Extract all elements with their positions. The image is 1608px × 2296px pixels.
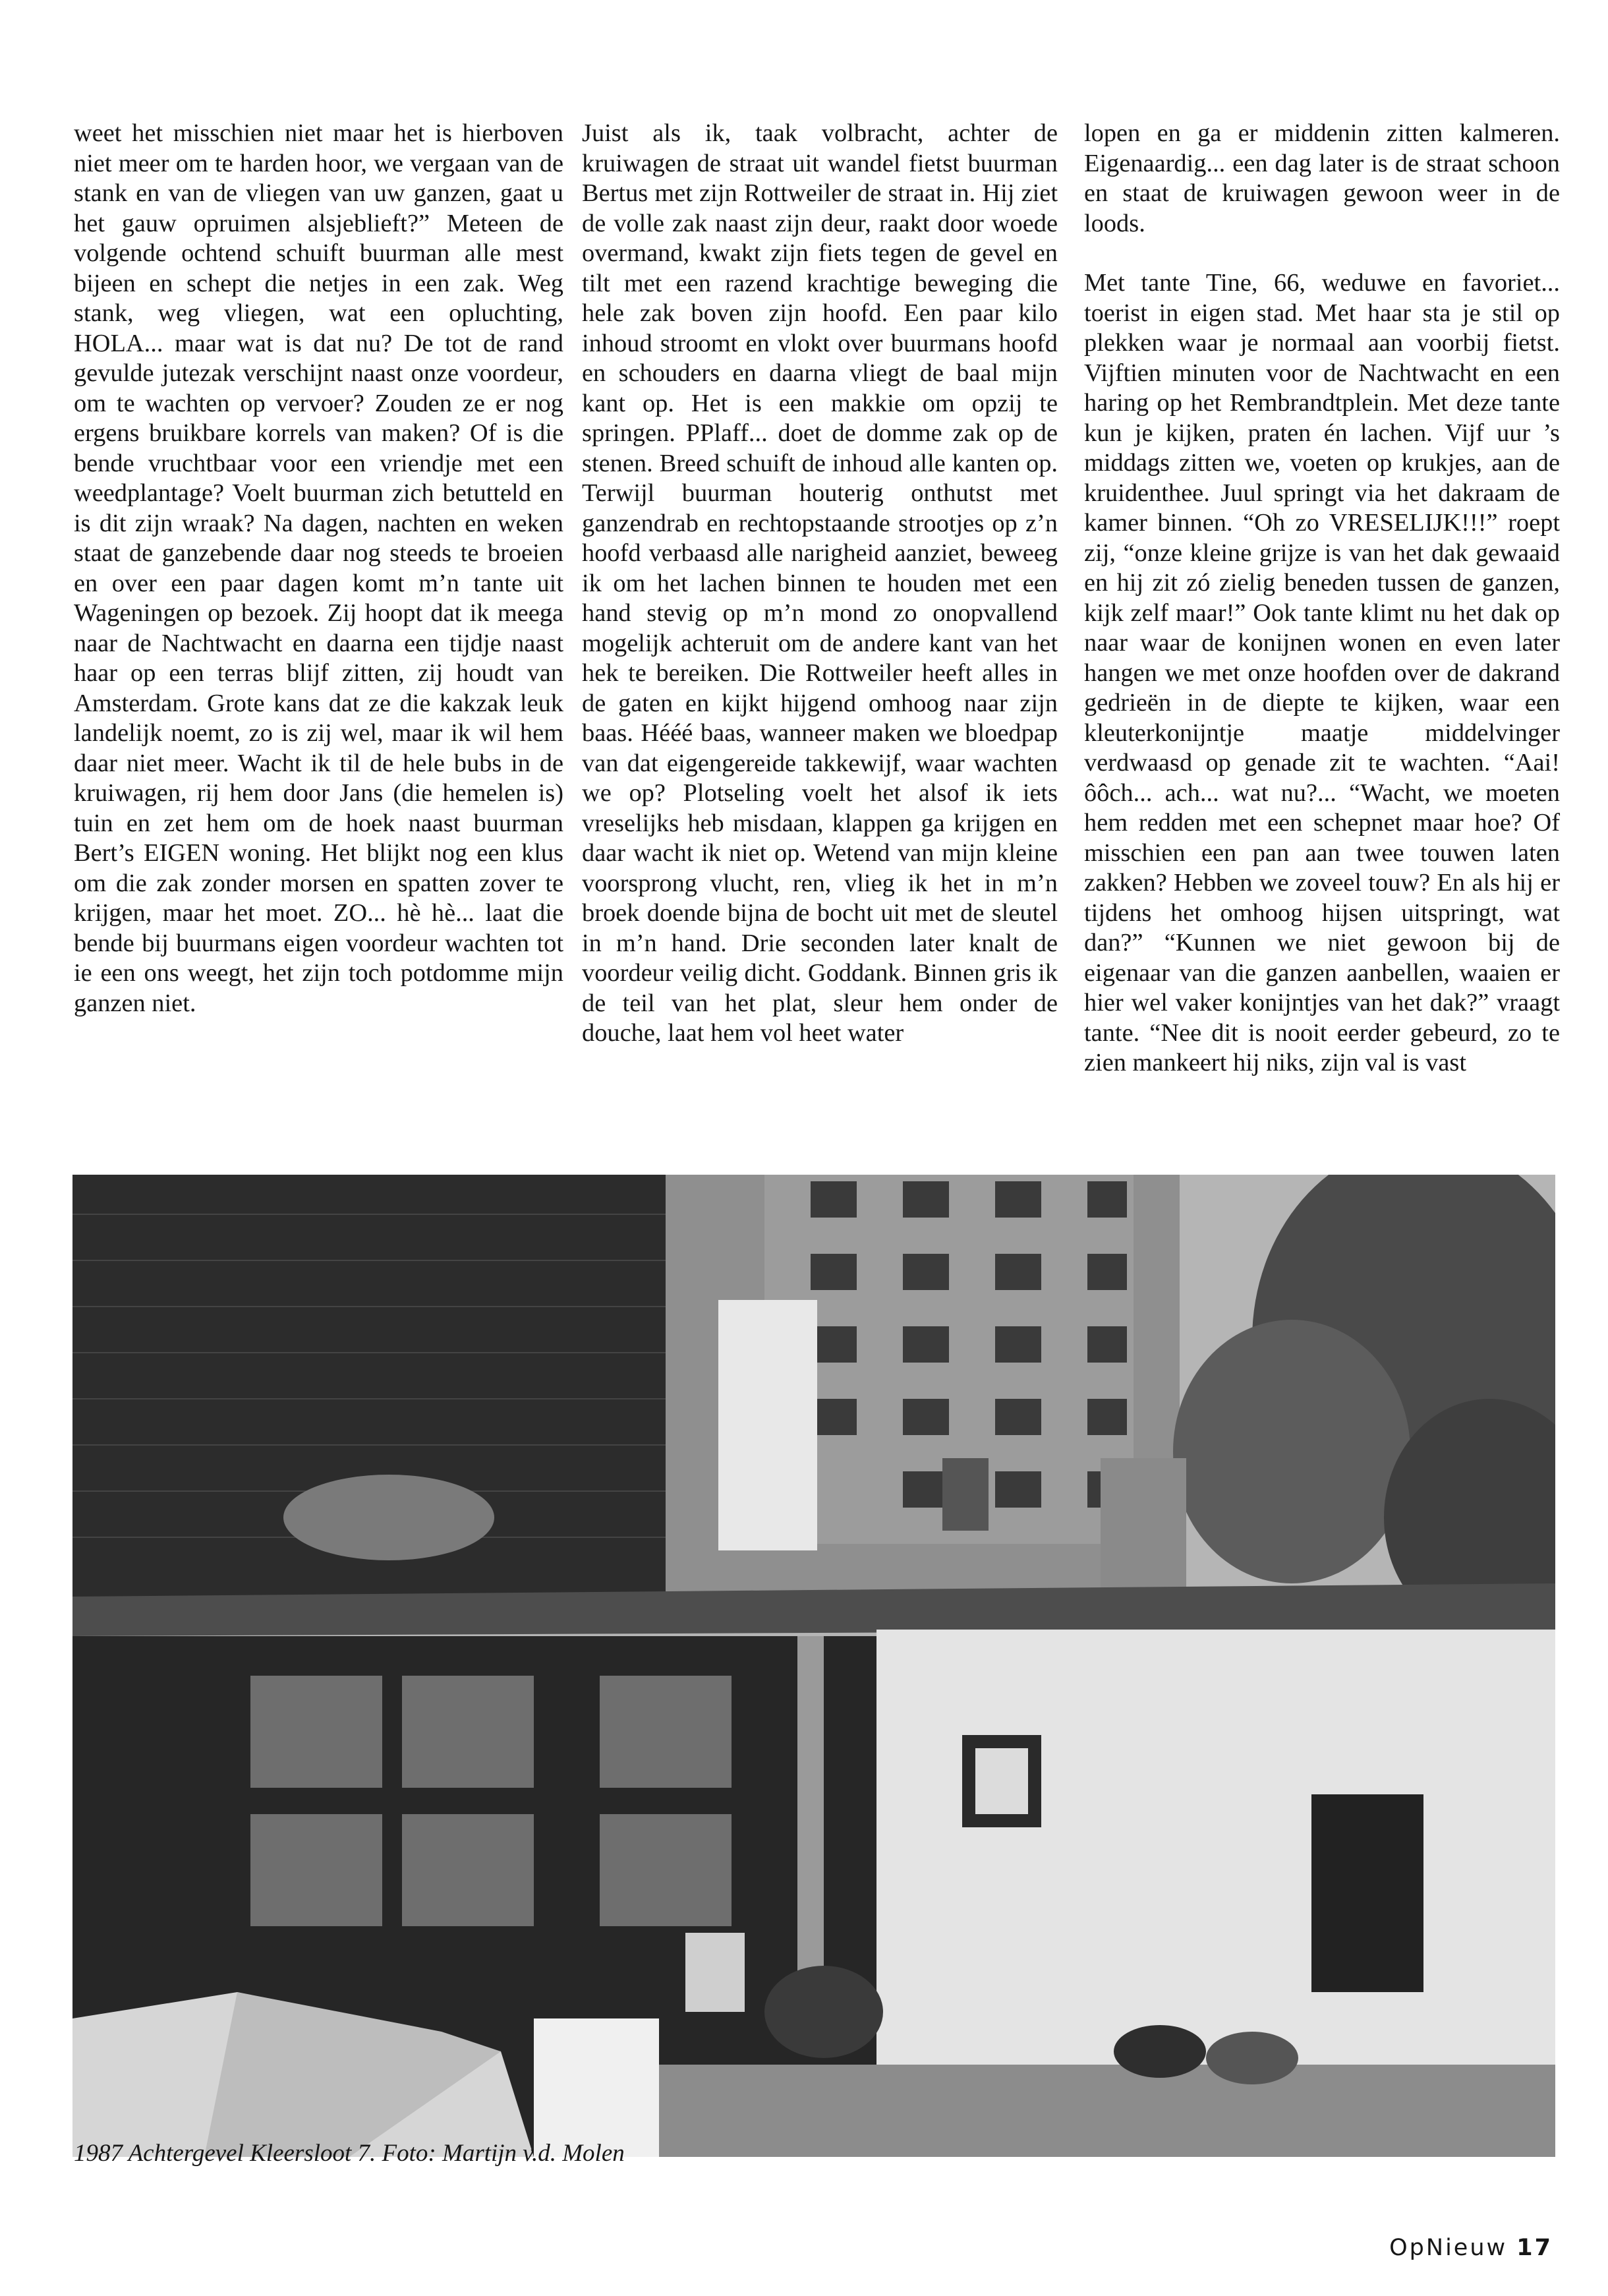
- photo-caption: 1987 Achtergevel Kleersloot 7. Foto: Martijn v.d. Molen: [74, 2140, 625, 2167]
- article-paragraph: lopen en ga er middenin zitten kalmeren. Eigenaardig... een dag later is de straat schoon en staat de kruiwagen gewoon weer in de loods.: [1084, 119, 1560, 237]
- article-column-2: [582, 119, 1058, 1049]
- backyard-photo: [72, 1175, 1555, 2157]
- article-column-1: [74, 119, 563, 1018]
- page-number: 17: [1516, 2235, 1553, 2261]
- article-column-3: [1084, 119, 1560, 1078]
- article-paragraph: weet het misschien niet maar het is hierboven niet meer om te harden hoor, we vergaan van de stank en van de vliegen van uw ganzen, gaat u het gauw opruimen alsjeblieft?” Meteen de volgende ochtend schuift buurman alle mest bijeen en schept die netjes in een zak. Weg stank, weg vliegen, wat een opluchting, HOLA... maar wat is dat nu? De tot de rand gevulde jutezak verschijnt naast onze voordeur, om te wachten op vervoer? Zouden ze er nog ergens bruikbare korrels van maken? Of is die bende vruchtbaar voor een vriendje met een weedplantage? Voelt buurman zich betutteld en is dit zijn wraak? Na dagen, nachten en weken staat de ganzebende daar nog steeds te broeien en over een paar dagen komt m’n tante uit Wageningen op bezoek. Zij hoopt dat ik meega naar de Nachtwacht en daarna een tijdje naast haar op een terras blijf zitten, zij houdt van Amsterdam. Grote kans dat ze die kakzak leuk landelijk noemt, zo is zij wel, maar ik wil hem daar niet meer. Wacht ik til de hele bubs in de kruiwagen, rij hem door Jans (die hemelen is) tuin en zet hem om de hoek naast buurman Bert’s EIGEN woning. Het blijkt nog een klus om die zak zonder morsen en spatten zover te krijgen, maar het moet. ZO... hè hè... laat die bende bij buurmans eigen voordeur wachten tot ie een ons weegt, het zijn toch potdomme mijn ganzen niet.: [74, 119, 563, 1017]
- page-footer: [1389, 2235, 1553, 2261]
- article-paragraph: Met tante Tine, 66, weduwe en favoriet... toerist in eigen stad. Met haar sta je stil op plekken waar je normaal aan voorbij fietst. Vijftien minuten voor de Nachtwacht en een haring op het Rembrandtplein. Met deze tante kun je kijken, praten én lachen. Vijf uur ’s middags zitten we, voeten op krukjes, aan de kruidenthee. Juul springt via het dakraam de kamer binnen. “Oh zo VRESELIJK!!!” roept zij, “onze kleine grijze is van het dak gewaaid en hij zit zó zielig beneden tussen de ganzen, kijk zelf maar!” Ook tante klimt nu het dak op naar waar de konijnen wonen en even later hangen we met onze hoofden over de dakrand gedrieën in de diepte te kijken, waar een kleuterkonijntje maatje middelvinger verdwaasd op genade zit te wachten. “Aai! ôôch... ach... wat nu?... “Wacht, we moeten hem redden met een schepnet maar hoe? Of misschien een pan aan twee touwen laten zakken? Hebben we zoveel touw? En als hij er tijdens het omhoog hijsen uitspringt, wat dan?” “Kunnen we niet gewoon bij de eigenaar van die ganzen aanbellen, waaien er hier wel vaker konijntjes van het dak?” vraagt tante. “Nee dit is nooit eerder gebeurd, zo te zien mankeert hij niks, zijn val is vast: [1084, 269, 1560, 1076]
- article-paragraph: Juist als ik, taak volbracht, achter de kruiwagen de straat uit wandel fietst buurman Bertus met zijn Rottweiler de straat in. Hij ziet de volle zak naast zijn deur, raakt door woede overmand, kwakt zijn fiets tegen de gevel en tilt met een razend krachtige beweging die hele zak boven zijn hoofd. Een paar kilo inhoud stroomt en vlokt over buurmans hoofd en schouders en daarna vliegt de baal mijn kant op. Het is een makkie om opzij te springen. PPlaff... doet de domme zak op de stenen. Breed schuift de inhoud alle kanten op. Terwijl buurman houterig onthutst met ganzendrab en rechtopstaande strootjes op z’n hoofd verbaasd alle narigheid aanziet, beweeg ik om het lachen binnen te houden met een hand stevig op m’n mond zo onopvallend mogelijk achteruit om de andere kant van het hek te bereiken. Die Rottweiler heeft alles in de gaten en kijkt hijgend omhoog naar zijn baas. Hééé baas, wanneer maken we bloedpap van dat eigengereide takkewijf, waar wachten we op? Plotseling voelt het alsof ik iets vreselijks heb misdaan, klappen ga krijgen en daar wacht ik niet op. Wetend van mijn kleine voorsprong vlucht, ren, vlieg ik het in m’n broek doende bijna de bocht uit met de sleutel in m’n hand. Drie seconden later knalt de voordeur veilig dicht. Goddank. Binnen gris ik de teil van het plat, sleur hem onder de douche, laat hem vol heet water: [582, 119, 1058, 1047]
- magazine-name: OpNieuw: [1389, 2235, 1508, 2261]
